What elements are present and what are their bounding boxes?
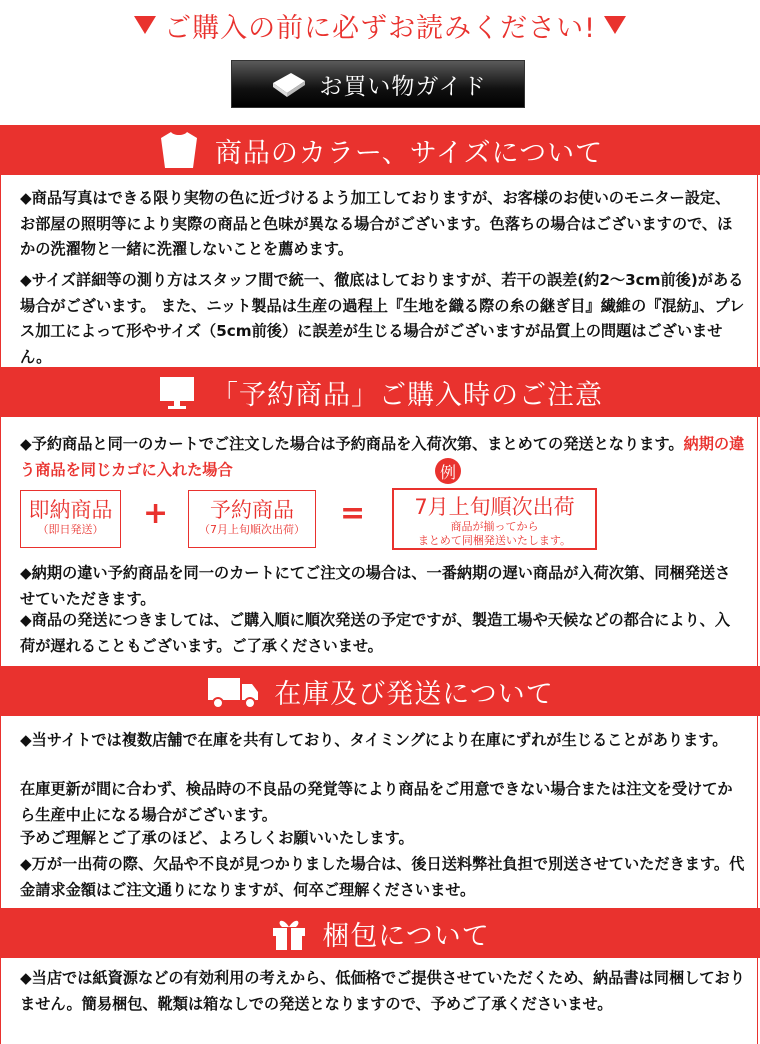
- paragraph: [20, 432, 745, 483]
- section-heading-stock-shipping: [0, 666, 760, 716]
- equals-sign: =: [340, 496, 366, 531]
- box-subtitle: （7月上旬順次出荷）: [199, 523, 305, 536]
- section-title: 商品のカラー、サイズについて: [214, 137, 604, 169]
- shopping-guide-label: お買い物ガイド: [319, 73, 487, 100]
- section-title: 「予約商品」ご購入時のご注意: [211, 379, 603, 411]
- down-triangle-icon: [134, 16, 156, 34]
- paragraph: ◆商品の発送につきましては、ご購入順に順次発送の予定ですが、製造工場や天候などの都合により、入荷が遅れることもございます。ご了承くださいませ。: [20, 611, 731, 655]
- monitor-icon: [157, 372, 197, 412]
- preorder-note-red: 納期の違う商品を同じカゴに入れた場合: [20, 435, 745, 479]
- shopping-guide-banner: [231, 60, 525, 108]
- paragraph: ◆万が一出荷の際、欠品や不良が見つかりました場合は、後日送料弊社負担で別送させていただきます。代金請求金額はご注文通りになりますが、何卒ご理解くださいませ。: [20, 855, 745, 899]
- box-subtitle: まとめて同梱発送いたします。: [417, 534, 572, 547]
- paragraph: 予めご理解とご了承のほど、よろしくお願いいたします。: [20, 829, 414, 847]
- box-subtitle: 商品が揃ってから: [450, 520, 539, 533]
- section-title: 梱包について: [322, 920, 490, 952]
- paragraph: ◆当店では紙資源などの有効利用の考えから、低価格でご提供させていただくため、納品書は同梱しておりません。簡易梱包、靴類は箱なしでの発送となりますので、予めご了承くださいませ。: [20, 969, 745, 1013]
- preorder-item-box: [188, 490, 316, 548]
- page-title: ご購入の前に必ずお読みください!: [164, 12, 596, 44]
- paragraph: ◆サイズ詳細等の測り方はスタッフ間で統一、徹底はしておりますが、若干の誤差(約2〜3cm前後)がある場合がございます。 また、ニット製品は生産の過程上『生地を織る際の糸の継ぎ目』繊維の『混紡』、プレス加工によって形やサイズ（5cm前後）に誤差が生じる場合がございますが品質上の問題はございません。: [20, 271, 745, 366]
- box-subtitle: （即日発送）: [37, 523, 104, 536]
- box-title: 7月上旬順次出荷: [414, 495, 575, 519]
- paragraph: ◆納期の違い予約商品を同一のカートにてご注文の場合は、一番納期の遅い商品が入荷次第、同梱発送させていただきます。: [20, 564, 731, 608]
- immediate-item-box: [20, 490, 121, 548]
- result-box: [392, 488, 597, 550]
- book-icon: [269, 69, 309, 99]
- shirt-icon: [157, 130, 201, 170]
- section-heading-color-size: [0, 125, 760, 175]
- example-badge: 例: [435, 458, 461, 484]
- box-title: 即納商品: [28, 498, 113, 522]
- plus-sign: +: [143, 496, 169, 531]
- paragraph: 在庫更新が間に合わず、検品時の不良品の発覚等により商品をご用意できない場合または注文を受けてから生産中止になる場合がございます。: [20, 780, 733, 824]
- down-triangle-icon: [604, 16, 626, 34]
- truck-icon: [206, 672, 260, 710]
- preorder-intro: ◆予約商品と同一のカートでご注文した場合は予約商品を入荷次第、まとめての発送となります。: [20, 435, 684, 453]
- section-title: 在庫及び発送について: [274, 678, 554, 710]
- paragraph: ◆商品写真はできる限り実物の色に近づけるよう加工しておりますが、お客様のお使いのモニター設定、お部屋の照明等により実際の商品と色味が異なる場合がございます。色落ちの場合はございますので、ほかの洗濯物と一緒に洗濯しないことを薦めます。: [20, 189, 733, 258]
- gift-icon: [270, 914, 308, 952]
- page-title-row: [0, 0, 760, 50]
- box-title: 予約商品: [210, 498, 294, 522]
- section-heading-packaging: [0, 908, 760, 958]
- paragraph: ◆当サイトでは複数店舗で在庫を共有しており、タイミングにより在庫にずれが生じることがあります。: [20, 731, 728, 749]
- section-heading-preorder: [0, 367, 760, 417]
